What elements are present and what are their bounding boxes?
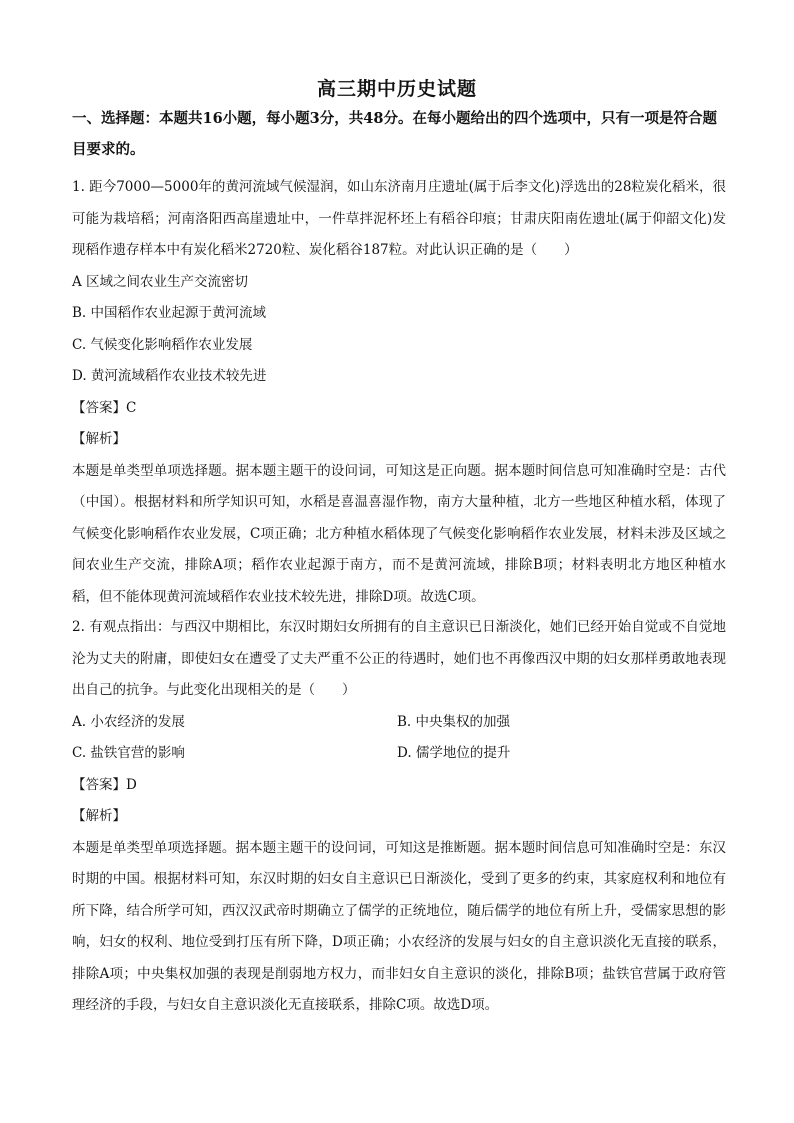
question-2-option-a: A. 小农经济的发展 bbox=[72, 713, 185, 730]
question-1-answer: 【答案】C bbox=[72, 399, 137, 416]
question-2-option-d: D. 儒学地位的提升 bbox=[397, 745, 511, 761]
question-2-options-row-2 bbox=[72, 738, 726, 770]
page-title: 高三期中历史试题 bbox=[316, 78, 477, 100]
question-1-analysis: 本题是单类型单项选择题。据本题主题干的设问词，可知这是正向题。据本题时间信息可知准确时空是：古代（中国）。根据材料和所学知识可知，水稻是喜温喜湿作物，南方大量种植，北方一些地区种植水稻，体现了气候变化影响稻作农业发展，C项正确；北方种植水稻体现了气候变化影响稻作农业发展，材料未涉及区域之间农业生产交流，排除A项；稻作农业起源于南方，而不是黄河流域，排除B项；材料表明北方地区种植水稻，但不能体现黄河流域稻作农业技术较先进，排除D项。故选C项。 bbox=[72, 462, 726, 605]
question-2-analysis-label: 【解析】 bbox=[72, 808, 126, 824]
question-2-options-row-1 bbox=[72, 707, 726, 739]
question-1-analysis-label: 【解析】 bbox=[72, 431, 126, 447]
question-2-option-b: B. 中央集权的加强 bbox=[397, 713, 511, 730]
question-2-option-c: C. 盐铁官营的影响 bbox=[72, 745, 185, 761]
question-1-option-a: A 区域之间农业生产交流密切 bbox=[72, 273, 249, 290]
question-1-stem: 1. 距今7000—5000年的黄河流域气候湿润，如山东济南月庄遗址(属于后李文化)浮选出的28粒炭化稻米，很可能为栽培稻；河南洛阳西高崖遗址中，一件草拌泥杯坯上有稻谷印痕；甘肃庆阳南佐遗址(属于仰韶文化)发现稻作遗存样本中有炭化稻米2720粒、炭化稻谷187粒。对此认识正确的是（ ） bbox=[72, 179, 726, 258]
question-1-option-b: B. 中国稻作农业起源于黄河流域 bbox=[72, 305, 267, 321]
question-1-option-d: D. 黄河流域稻作农业技术较先进 bbox=[72, 368, 267, 384]
question-2 bbox=[72, 612, 726, 1022]
question-2-analysis: 本题是单类型单项选择题。据本题主题干的设问词，可知这是推断题。据本题时间信息可知准确时空是：东汉时期的中国。根据材料可知，东汉时期的妇女自主意识已日渐淡化，受到了更多的约束，其家庭权利和地位有所下降，结合所学可知，西汉汉武帝时期确立了儒学的正统地位，随后儒学的地位有所上升，受儒家思想的影响，妇女的权利、地位受到打压有所下降，D项正确；小农经济的发展与妇女的自主意识淡化无直接的联系，排除A项；中央集权加强的表现是削弱地方权力，而非妇女自主意识的淡化，排除B项；盐铁官营属于政府管理经济的手段，与妇女自主意识淡化无直接联系，排除C项。故选D项。 bbox=[72, 839, 726, 1013]
question-2-stem: 2. 有观点指出：与西汉中期相比，东汉时期妇女所拥有的自主意识已日渐淡化，她们已经开始自觉或不自觉地沦为丈夫的附庸，即使妇女在遭受了丈夫严重不公正的待遇时，她们也不再像西汉中期的妇女那样勇敢地表现出自己的抗争。与此变化出现相关的是（ ） bbox=[72, 619, 726, 698]
question-1 bbox=[72, 172, 726, 613]
section-heading: 一、选择题：本题共16小题，每小题3分，共48分。在每小题给出的四个选项中，只有一项是符合题目要求的。 bbox=[72, 110, 717, 158]
question-2-answer: 【答案】D bbox=[72, 776, 137, 793]
question-1-option-c: C. 气候变化影响稻作农业发展 bbox=[72, 336, 253, 353]
